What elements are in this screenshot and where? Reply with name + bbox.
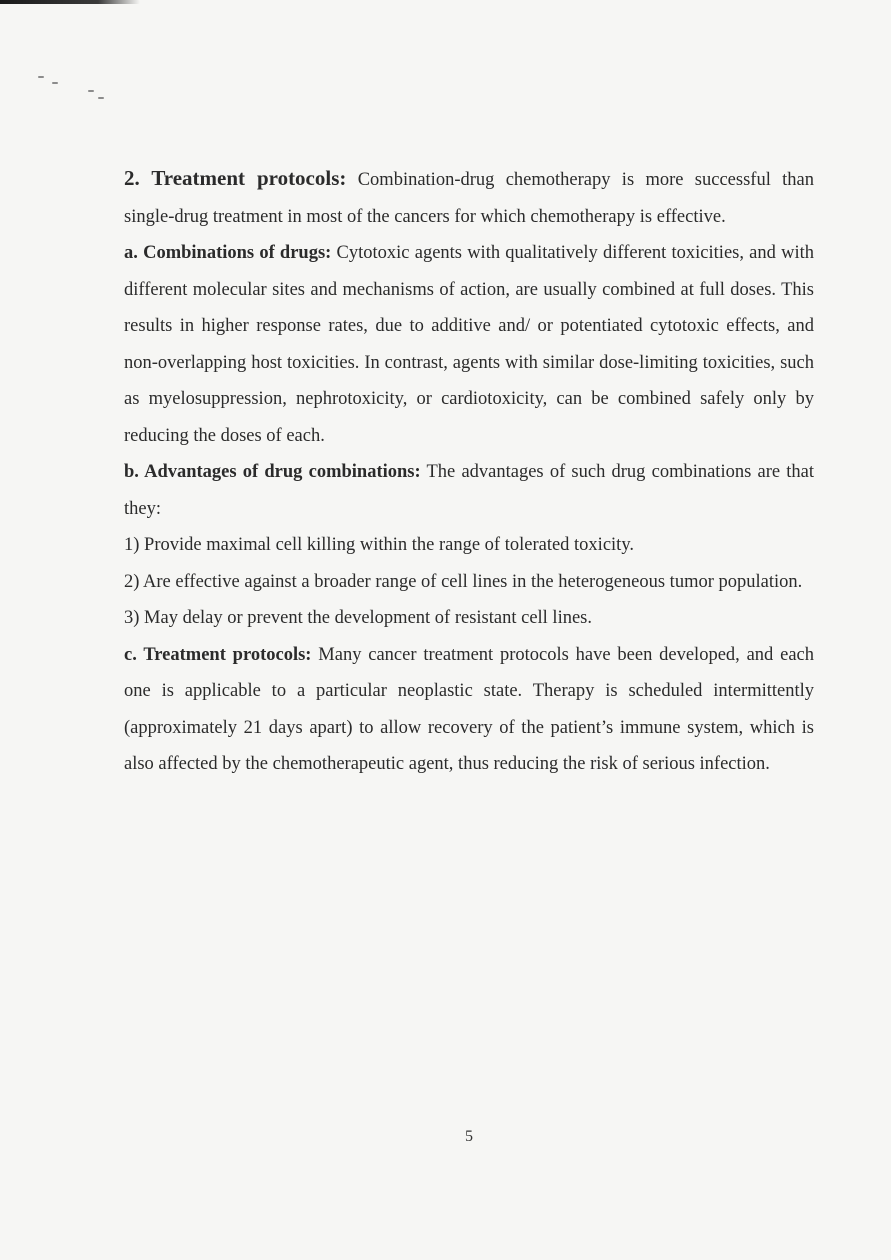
list-item: 1) Provide maximal cell killing within the range of tolerated toxicity. bbox=[124, 535, 634, 555]
subsection-b-text: The advantages of such drug combinations are that they: bbox=[124, 462, 814, 519]
section-2-paragraph bbox=[124, 160, 814, 235]
scan-speck bbox=[98, 97, 104, 99]
section-2-heading: 2. Treatment protocols: bbox=[124, 166, 347, 190]
subsection-a-text: Cytotoxic agents with qualitatively different toxicities, and with different molecular sites and mechanisms of action, are usually combined at full doses. This results in higher response rates, due to additive and/ or potentiated cytotoxic effects, and non-overlapping host toxicities. In contrast, agents with similar dose-limiting toxicities, such as myelosuppression, nephrotoxicity, or cardiotoxicity, can be combined safely only by reducing the doses of each. bbox=[124, 243, 814, 446]
list-item: 3) May delay or prevent the development of resistant cell lines. bbox=[124, 608, 593, 628]
subsection-c-text: Many cancer treatment protocols have been developed, and each one is applicable to a particular neoplastic state. Therapy is scheduled intermittently (approximately 21 days apart) to allow recovery of the patient’s immune system, which is also affected by the chemotherapeutic agent, thus reducing the risk of serious infection. bbox=[124, 644, 815, 774]
scan-speck bbox=[38, 76, 44, 78]
section-2-text: Combination-drug chemotherapy is more successful than single-drug treatment in most of the cancers for which chemotherapy is effective. bbox=[124, 170, 815, 227]
subsection-c-heading: c. Treatment protocols: bbox=[124, 644, 312, 665]
subsection-a-paragraph bbox=[124, 235, 814, 454]
scan-edge-mark bbox=[0, 0, 140, 4]
subsection-b-paragraph bbox=[124, 454, 814, 527]
page-body bbox=[124, 160, 814, 783]
scan-speck bbox=[88, 90, 94, 92]
page-number: 5 bbox=[465, 1128, 473, 1145]
subsection-c-paragraph bbox=[124, 637, 814, 783]
list-item: 2) Are effective against a broader range of cell lines in the heterogeneous tumor population. bbox=[124, 571, 803, 592]
subsection-b-heading: b. Advantages of drug combinations: bbox=[124, 462, 421, 482]
subsection-a-heading: a. Combinations of drugs: bbox=[124, 243, 332, 263]
scan-speck bbox=[52, 82, 58, 84]
